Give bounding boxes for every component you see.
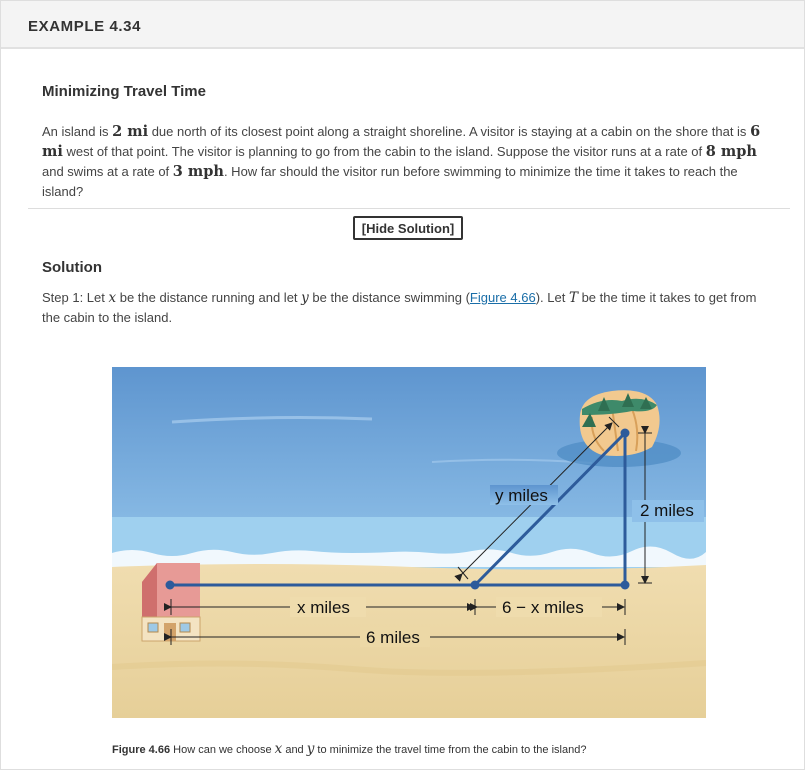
x-miles-label: x miles (297, 598, 350, 617)
math-run-rate: 8 mph (705, 143, 757, 160)
math-distance-north: 2 mi (112, 123, 149, 140)
hide-solution-button[interactable]: [Hide Solution] (353, 216, 463, 240)
figure-caption: Figure 4.66 How can we choose x and y to minimize the travel time from the cabin to the island? (112, 741, 587, 757)
caption-var-x: x (274, 741, 283, 757)
math-var-y: y (301, 290, 309, 306)
six-miles-label: 6 miles (366, 628, 420, 647)
math-distance-west: 6 mi (42, 123, 761, 160)
math-swim-rate: 3 mph (172, 163, 224, 180)
example-title: Minimizing Travel Time (42, 83, 206, 100)
solution-step-1: Step 1: Let x be the distance running and let y be the distance swimming (Figure 4.66). Let T be the time it takes to get from the cabin to the island. (42, 290, 757, 325)
example-header (1, 1, 804, 49)
figure-link[interactable]: Figure 4.66 (469, 290, 536, 305)
example-label: EXAMPLE 4.34 (28, 18, 142, 35)
math-var-x: x (108, 290, 117, 306)
caption-var-y: y (306, 741, 315, 757)
math-var-t: T (568, 290, 578, 306)
section-divider (28, 208, 790, 209)
solution-title: Solution (42, 259, 102, 276)
figure-caption-label: Figure 4.66 (112, 744, 171, 756)
problem-statement: An island is 2 mi due north of its closest point along a straight shoreline. A visitor is staying at a cabin on the shore that is 6 mi west of that point. The visitor is planning to go from the cabin to the island. Suppose the visitor runs at a rate of 8 mph and swims at a rate of 3 mph. How far should the visitor run before swimming to minimize the time it takes to reach the island? (42, 123, 761, 199)
two-miles-label: 2 miles (640, 501, 694, 520)
y-miles-label: y miles (495, 486, 548, 505)
figure-illustration (112, 367, 706, 718)
six-minus-x-label: 6 − x miles (502, 598, 584, 617)
